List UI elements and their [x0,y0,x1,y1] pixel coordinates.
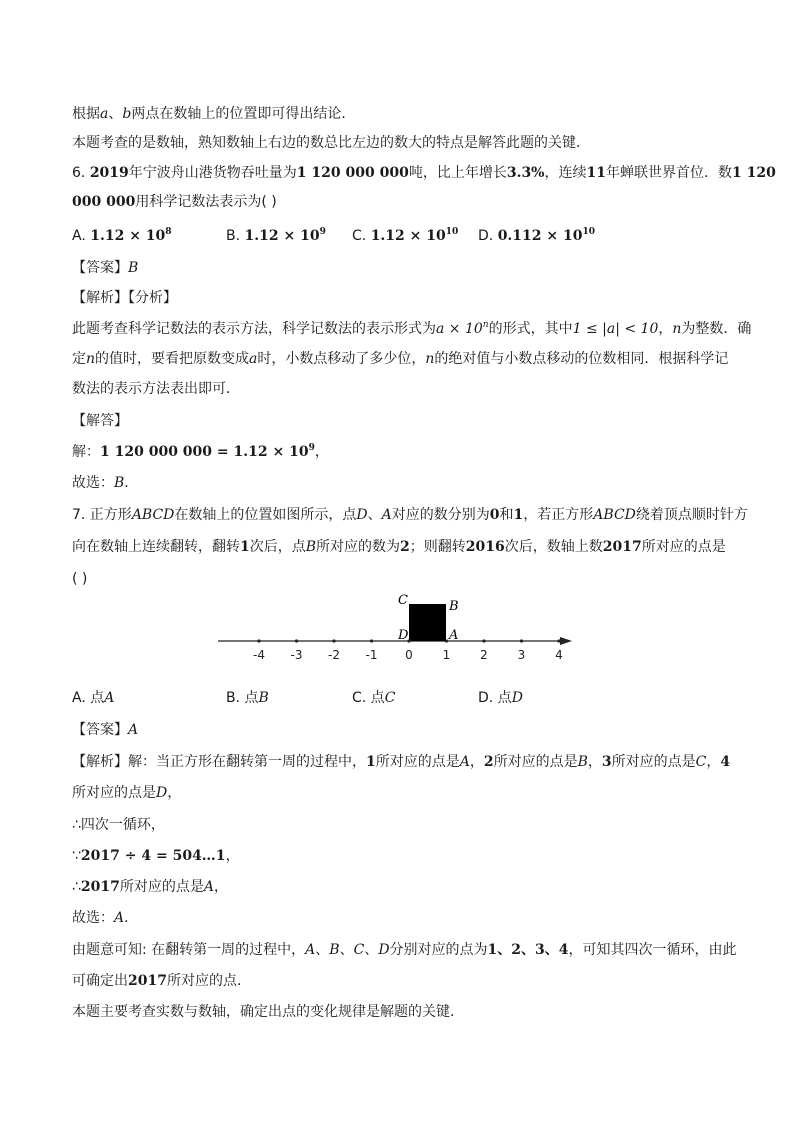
vertex-label-d: D [398,628,409,643]
q7-option-c: C. 点C [352,690,396,706]
number-line-figure [218,590,578,670]
square-abcd [409,604,446,641]
q7-explain-line-8: 可确定出2017所对应的点． [72,973,251,989]
text: 、 [108,106,123,122]
text: 根据 [72,106,100,122]
q6-solve-label: 【解答】 [72,413,128,429]
tick-mark [295,639,298,642]
tick-label: 1 [442,648,451,662]
text: 年宁波舟山港货物吞吐量为 [128,165,297,181]
tick-mark [332,639,335,642]
q6-stem-line-1 [72,163,776,183]
tick-label: -1 [365,648,378,662]
var-b: b [122,106,132,122]
tick-mark [257,639,260,642]
text: 年蝉联世界首位．数 [605,165,732,181]
arrow-right-icon [560,637,572,645]
q7-stem-line-1: 7. 正方形ABCD在数轴上的位置如图所示，点D、A对应的数分别为0和1，若正方形ABCD绕着顶点顺时针方 [72,507,748,523]
tick-label: -3 [290,648,303,662]
q7-answer: 【答案】A [72,722,139,738]
tick-label: -4 [253,648,265,662]
text: 吨，比上年增长 [408,165,507,181]
tick-label: 2 [480,648,488,662]
q7-explain-line-1: 【解析】解：当正方形在翻转第一周的过程中，1所对应的点是A，2所对应的点是B，3所对应的点是C，4 [72,754,731,770]
number: 3.3% [506,165,545,181]
text: ，连续 [544,165,587,181]
tick-mark [445,639,448,642]
tick-mark [370,639,373,642]
var-a: a [100,106,109,122]
text: 两点在数轴上的位置即可得出结论． [131,106,356,122]
q6-option-b: B. $1.12 \times 10^9$ [226,227,326,244]
tick-mark [520,639,523,642]
number: 1 120 [731,165,776,181]
q6-answer [72,258,138,278]
q6-analysis-line-2: 定n的值时，要看把原数变成a时，小数点移动了多少位，n的绝对值与小数点移动的位数相同．根据科学记 [72,351,729,367]
q6-stem-line-2 [72,192,277,212]
text: 用科学记数法表示为( ) [135,194,277,210]
number: 11 [586,165,606,181]
vertex-label-b: B [449,599,459,614]
vertex-label-a: A [449,628,459,643]
number: 000 000 [72,194,136,210]
answer-label: 【答案】 [72,260,128,276]
q7-option-b: B. 点B [226,690,269,706]
text: 6. [72,165,90,181]
q6-analysis-line-1: 此题考查科学记数法的表示方法，科学记数法的表示形式为$a \times 10^n$的形式，其中1 ≤ |a| < 10，n为整数．确 [72,320,752,337]
vertex-label-c: C [398,593,408,608]
q7-explain-line-4: ∵2017 ÷ 4 = 504…1， [72,848,240,864]
q6-analysis-label: 【解析】【分析】 [72,290,177,306]
q6-option-d: D. $0.112 \times 10^{10}$ [478,227,596,244]
tick-label: -2 [328,648,340,662]
q6-analysis-line-3: 数法的表示方法表出即可． [72,381,240,397]
tick-label: 4 [555,648,563,662]
tick-label: 3 [517,648,526,662]
q7-explain-line-5: ∴2017所对应的点是A， [72,879,229,895]
q6-option-a: A. $1.12 \times 10^8$ [72,227,172,244]
tick-label: 0 [405,648,413,662]
q7-option-d: D. 点D [478,690,523,706]
q6-option-c: C. $1.12 \times 10^{10}$ [352,227,459,244]
intro-line-1 [72,104,355,124]
number: 2019 [89,165,129,181]
intro-line-2: 本题考查的是数轴，熟知数轴上右边的数总比左边的数大的特点是解答此题的关键． [72,135,590,151]
q7-stem-line-3: ( ) [72,571,88,587]
number: 1 120 000 000 [296,165,409,181]
q7-explain-line-2: 所对应的点是D， [72,785,182,801]
tick-mark [482,639,485,642]
answer-value: B [128,260,139,276]
q6-choose-line: 故选：B． [72,475,139,491]
q7-explain-line-6: 故选：A． [72,910,139,926]
q6-solve-line: 解：1 120 000 $000 = 1.12 \times 10^9$， [72,443,329,460]
q7-stem-line-2: 向在数轴上连续翻转，翻转1次后，点B所对应的数为2；则翻转2016次后，数轴上数2017所对应的点是 [72,539,726,555]
q7-explain-line-3: ∴四次一循环， [72,817,165,833]
q7-explain-line-9: 本题主要考查实数与数轴，确定出点的变化规律是解题的关键． [72,1004,464,1020]
tick-mark [557,639,560,642]
q7-explain-line-7: 由题意可知: 在翻转第一周的过程中，A、B、C、D分别对应的点为1、2、3、4，可知其四次一循环，由此 [72,942,737,958]
q7-option-a: A. 点A [72,690,115,706]
